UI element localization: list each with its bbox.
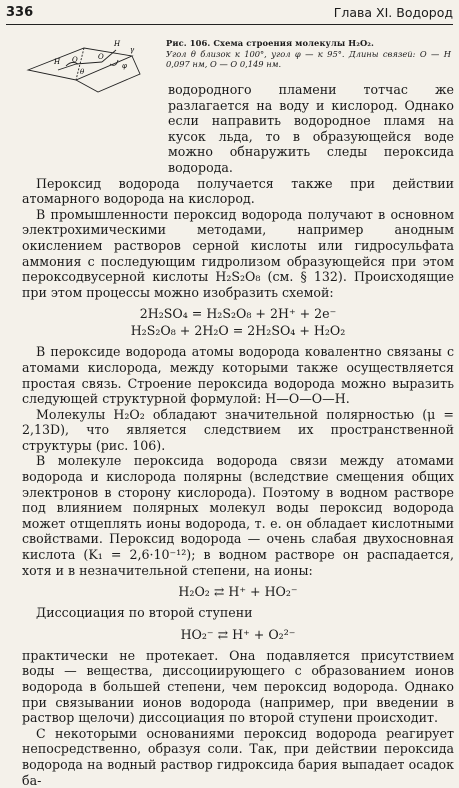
equation-block bbox=[22, 583, 454, 600]
atom-label-o2: O bbox=[98, 53, 104, 61]
equation: HO₂⁻ ⇄ H⁺ + O₂²⁻ bbox=[180, 626, 296, 642]
atom-label-h1: H bbox=[54, 58, 61, 66]
angle-label-phi: φ bbox=[122, 62, 127, 70]
paragraph: В пероксиде водорода атомы водорода ковалентно связаны с атомами кислорода, между которыми также осуществляется простая связь. Строение пероксида водорода можно выразить следующей структурной формулой: H—O—O—H. bbox=[22, 344, 454, 407]
caption-title: Рис. 106. Схема строения молекулы H₂O₂. bbox=[166, 38, 375, 48]
angle-label-gamma: γ bbox=[130, 46, 135, 54]
paragraph: Пероксид водорода получается также при действии атомарного водорода на кислород. bbox=[22, 175, 454, 207]
paragraph: Диссоциация по второй ступени bbox=[36, 605, 253, 621]
body-text bbox=[22, 82, 454, 788]
paragraph: Молекулы H₂O₂ обладают значительной полярностью (μ = 2,13D), что является следствием их пространственной структуры (рис. 106). bbox=[22, 406, 454, 453]
angle-label-theta: θ bbox=[80, 68, 85, 76]
paragraph: В промышленности пероксид водорода получают в основном электрохимическими методами, например анодным окислением растворов серной кислоты или гидросульфата аммония с последующим гидролизом образующейся при этом пероксодвусерной кислоты H₂S₂O₈ (см. § 132). Происходящие при этом процессы можно изобразить схемой: bbox=[22, 206, 454, 300]
equation-block bbox=[22, 305, 454, 339]
atom-label-h2: H bbox=[114, 40, 121, 48]
chapter-title: Глава XI. Водород bbox=[333, 5, 453, 20]
page-number: 336 bbox=[6, 5, 34, 20]
equation-block bbox=[22, 626, 454, 643]
equation: H₂O₂ ⇄ H⁺ + HO₂⁻ bbox=[178, 584, 298, 600]
running-header bbox=[6, 2, 453, 25]
angle-phi-arc bbox=[110, 60, 118, 65]
equation: 2H₂SO₄ = H₂S₂O₈ + 2H⁺ + 2e⁻ bbox=[139, 306, 337, 322]
caption-text: Угол θ близок к 100°, угол φ — к 95°. Длины связей: O — H 0,097 нм, O — O 0,149 нм. bbox=[166, 48, 451, 70]
atom-label-o1: O bbox=[72, 56, 78, 64]
paragraph: практически не протекает. Она подавляется присутствием воды — вещества, диссоциирующего с образованием ионов водорода в большей степени, чем пероксид водорода. Однако при связывании ионов водорода (например, при введении в раствор щелочи) диссоциация по второй ступени происходит. bbox=[22, 647, 454, 726]
equation: H₂S₂O₈ + 2H₂O = 2H₂SO₄ + H₂O₂ bbox=[130, 323, 346, 339]
paragraph: водородного пламени тотчас же разлагается на воду и кислород. Однако если направить водородное пламя на кусок льда, то в образующейся воде можно обнаружить следы пероксида водорода. bbox=[168, 82, 454, 175]
paragraph: С некоторыми основаниями пероксид водорода реагирует непосредственно, образуя соли. Так, при действии пероксида водорода на водный раствор гидроксида бария выпадает осадок ба- bbox=[22, 725, 454, 788]
figure-caption bbox=[166, 38, 451, 70]
paragraph: В молекуле пероксида водорода связи между атомами водорода и кислорода полярны (вследствие смещения общих электронов в сторону кислорода). Поэтому в водном растворе под влиянием полярных молекул воды пероксид водорода может отщеплять ионы водорода, т. е. он обладает кислотными свойствами. Пероксид водорода — очень слабая двухосновная кислота (K₁ = 2,6·10⁻¹²); в водном растворе он распадается, хотя и в незначительной степени, на ионы: bbox=[22, 453, 454, 578]
